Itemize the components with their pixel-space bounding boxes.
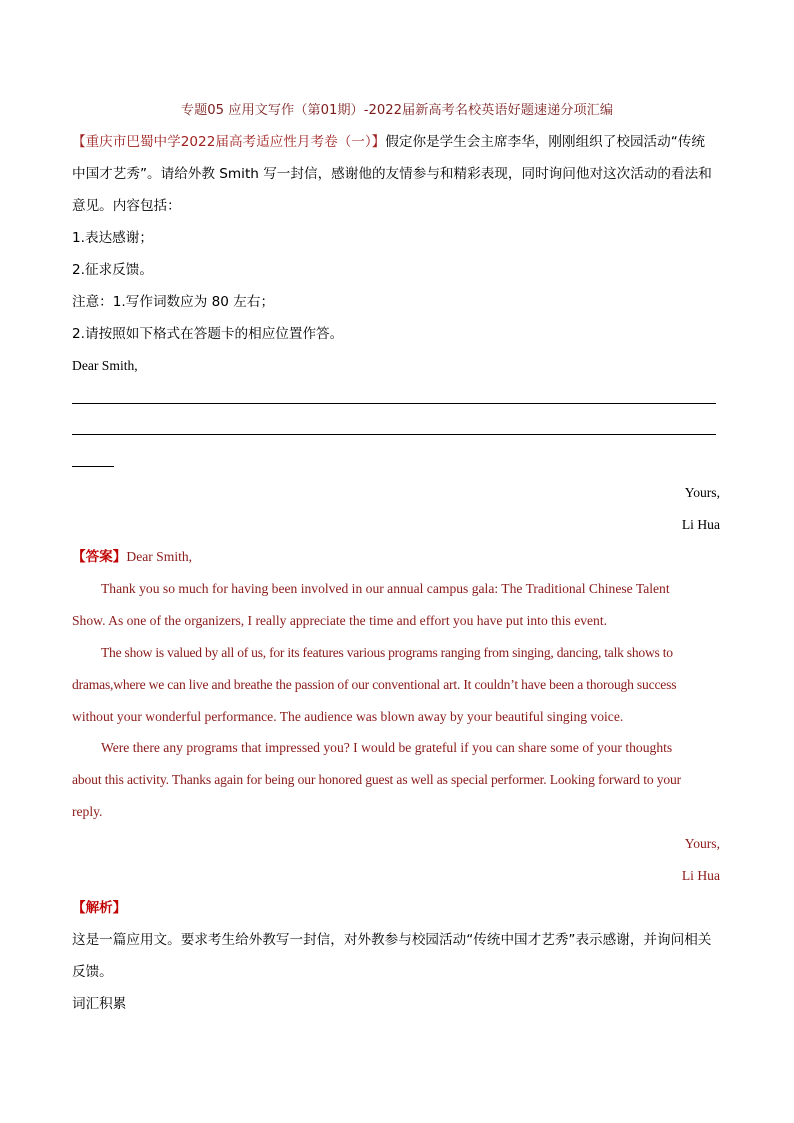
answer-para2-line2: dramas,where we can live and breathe the passion of our conventional art. It couldn’t have been a thorough success	[72, 677, 677, 692]
answer-writing-line-2	[72, 434, 716, 435]
answer-writing-line-short	[72, 466, 114, 467]
answer-para3-line1: Were there any programs that impressed you? I would be grateful if you can share some of your thoughts	[101, 740, 673, 755]
answer-writing-line-1	[72, 403, 716, 404]
answer-para2-line3: without your wonderful performance. The audience was blown away by your beautiful singing voice.	[72, 709, 624, 724]
answer-closing: Yours,	[684, 836, 720, 851]
requirement-point-2: 2.征求反馈。	[72, 262, 153, 278]
question-salutation: Dear Smith,	[72, 358, 138, 373]
question-prompt-line3: 意见。内容包括：	[72, 198, 181, 214]
answer-salutation: Dear Smith,	[126, 549, 193, 564]
analysis-line1: 这是一篇应用文。要求考生给外教写一封信，对外教参与校园活动“传统中国才艺秀”表示感谢，并询问相关	[72, 932, 712, 948]
answer-heading	[72, 548, 192, 567]
question-signature: Li Hua	[681, 517, 720, 532]
answer-signature: Li Hua	[681, 868, 720, 883]
note-word-count: 注意：1.写作词数应为 80 左右；	[72, 294, 275, 310]
analysis-label: 【解析】	[72, 900, 127, 916]
answer-para1-line1: Thank you so much for having been involved in our annual campus gala: The Traditional Chinese Talent	[101, 581, 670, 596]
question-prompt-line1: 假定你是学生会主席李华，刚刚组织了校园活动“传统	[385, 134, 705, 150]
question-source: 【重庆市巴蜀中学2022届高考适应性月考卷（一）】	[72, 134, 386, 150]
question-closing: Yours,	[684, 485, 720, 500]
answer-para2-line1: The show is valued by all of us, for its features various programs ranging from singing, dancing, talk shows to	[101, 645, 673, 660]
answer-label: 【答案】	[72, 549, 127, 565]
answer-para3-line2: about this activity. Thanks again for being our honored guest as well as special performer. Looking forward to your	[72, 772, 682, 787]
question-first-line	[72, 133, 705, 151]
answer-para3-line3: reply.	[72, 804, 103, 819]
question-prompt-line2: 中国才艺秀”。请给外教 Smith 写一封信，感谢他的友情参与和精彩表现，同时询问他对这次活动的看法和	[72, 166, 712, 182]
page-title: 专题05 应用文写作（第01期）-2022届新高考名校英语好题速递分项汇编	[180, 103, 614, 118]
analysis-line2: 反馈。	[72, 964, 113, 980]
requirement-point-1: 1.表达感谢；	[72, 230, 153, 246]
vocab-heading: 词汇积累	[72, 996, 127, 1012]
note-format: 2.请按照如下格式在答题卡的相应位置作答。	[72, 326, 344, 342]
answer-para1-line2: Show. As one of the organizers, I really appreciate the time and effort you have put into this event.	[72, 613, 608, 628]
